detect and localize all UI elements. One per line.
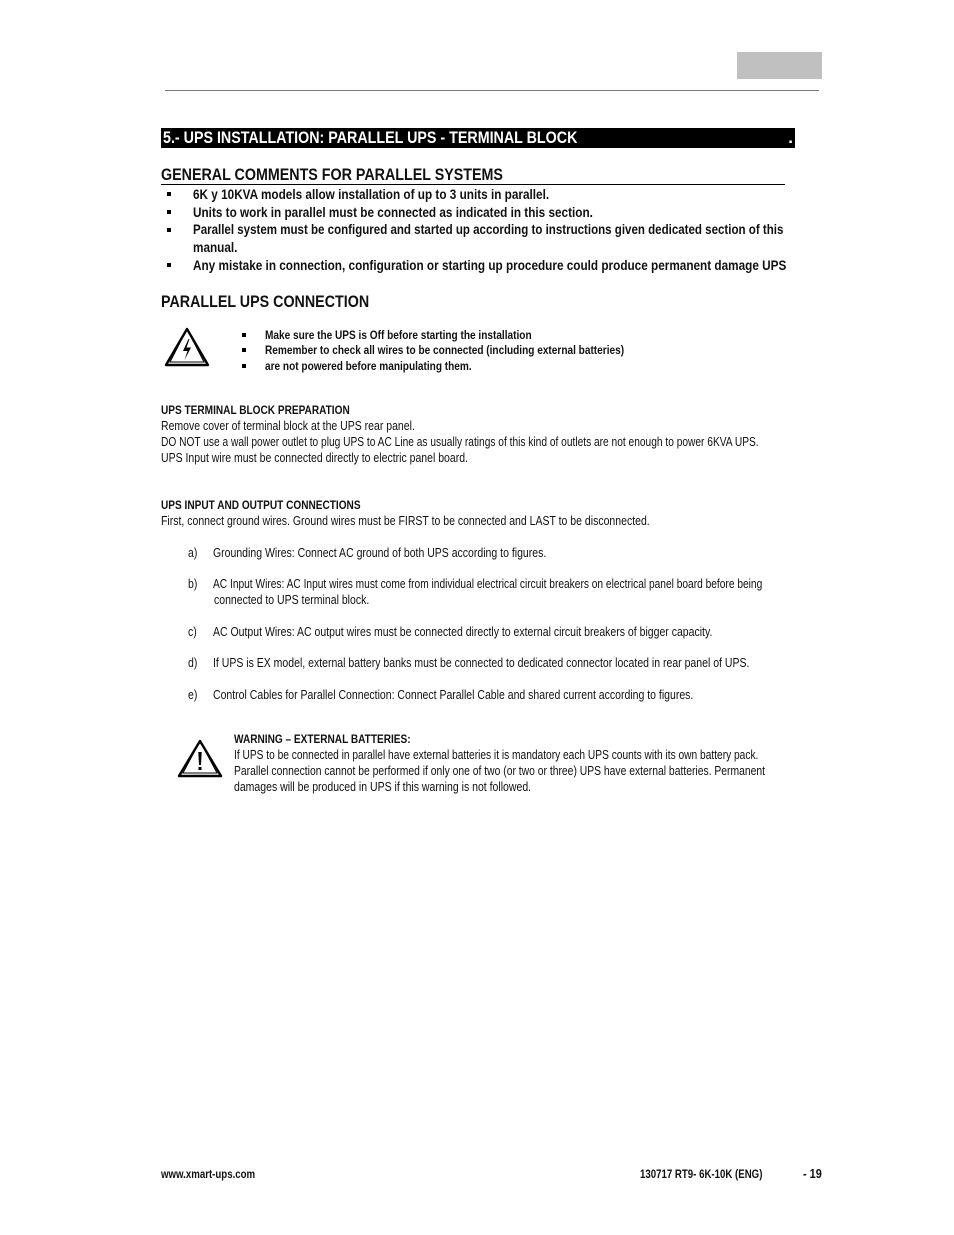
list-item-continuation: connected to UPS terminal block.: [214, 593, 370, 607]
bullet-square: [167, 192, 171, 196]
bullet-square: [242, 348, 246, 352]
footer-doc-ref: 130717 RT9- 6K-10K (ENG): [640, 1169, 763, 1181]
general-bullet: Parallel system must be configured and started up according to instructions given dedicated section of this: [193, 221, 784, 237]
section-title: 5.- UPS INSTALLATION: PARALLEL UPS - TERMINAL BLOCK: [163, 128, 578, 147]
electric-shock-warning-icon: [164, 326, 210, 368]
bullet-square: [242, 333, 246, 337]
header-rule: [165, 90, 819, 91]
io-connections-intro: First, connect ground wires. Ground wires must be FIRST to be connected and LAST to be disconnected.: [161, 514, 650, 528]
connection-bullet: Make sure the UPS is Off before starting the installation: [265, 328, 532, 342]
warning-line: If UPS to be connected in parallel have external batteries it is mandatory each UPS counts with its own battery pack.: [234, 748, 759, 762]
general-bullet: Any mistake in connection, configuration or starting up procedure could produce permanent damage UPS: [193, 257, 787, 273]
list-item: If UPS is EX model, external battery banks must be connected to dedicated connector located in rear panel of UPS.: [213, 656, 750, 670]
bullet-square: [167, 210, 171, 214]
bullet-square: [242, 364, 246, 368]
general-bullet: Units to work in parallel must be connected as indicated in this section.: [193, 204, 593, 220]
list-label: c): [188, 625, 197, 639]
footer-website: www.xmart-ups.com: [161, 1169, 256, 1181]
list-item: AC Input Wires: AC Input wires must come from individual electrical circuit breakers on electrical panel board before being: [213, 577, 763, 591]
warning-line: damages will be produced in UPS if this warning is not followed.: [234, 780, 532, 794]
io-connections-heading: UPS INPUT AND OUTPUT CONNECTIONS: [161, 498, 361, 512]
general-bullet-continuation: manual.: [193, 239, 238, 255]
general-comments-heading: GENERAL COMMENTS FOR PARALLEL SYSTEMS: [161, 165, 785, 185]
bullet-square: [167, 228, 171, 232]
footer-page-number: - 19: [803, 1166, 822, 1181]
list-item: Grounding Wires: Connect AC ground of both UPS according to figures.: [213, 546, 547, 560]
list-label: e): [188, 688, 198, 702]
bullet-square: [167, 263, 171, 267]
exclamation-warning-icon: [177, 739, 223, 779]
general-bullet: 6K y 10KVA models allow installation of up to 3 units in parallel.: [193, 186, 550, 202]
warning-line: Parallel connection cannot be performed if only one of two (or two or three) UPS have external batteries. Permanent: [234, 764, 766, 778]
terminal-prep-line: DO NOT use a wall power outlet to plug UPS to AC Line as usually ratings of this kind of outlets are not enough to power 6KVA UPS.: [161, 435, 759, 449]
section-title-trail: .: [788, 128, 793, 147]
terminal-prep-line: Remove cover of terminal block at the UPS rear panel.: [161, 419, 415, 433]
warning-title: WARNING – EXTERNAL BATTERIES:: [234, 732, 411, 746]
list-label: a): [188, 546, 198, 560]
parallel-connection-heading: PARALLEL UPS CONNECTION: [161, 292, 370, 311]
terminal-prep-heading: UPS TERMINAL BLOCK PREPARATION: [161, 403, 350, 417]
list-item: AC Output Wires: AC output wires must be connected directly to external circuit breakers of bigger capacity.: [213, 625, 713, 639]
section-title-bar: [161, 128, 795, 148]
connection-bullet: Remember to check all wires to be connected (including external batteries): [265, 343, 625, 357]
header-tab-box: [737, 52, 822, 79]
connection-bullet: are not powered before manipulating them.: [265, 359, 472, 373]
list-item: Control Cables for Parallel Connection: Connect Parallel Cable and shared current according to figures.: [213, 688, 694, 702]
list-label: d): [188, 656, 198, 670]
terminal-prep-line: UPS Input wire must be connected directly to electric panel board.: [161, 451, 468, 465]
list-label: b): [188, 577, 198, 591]
